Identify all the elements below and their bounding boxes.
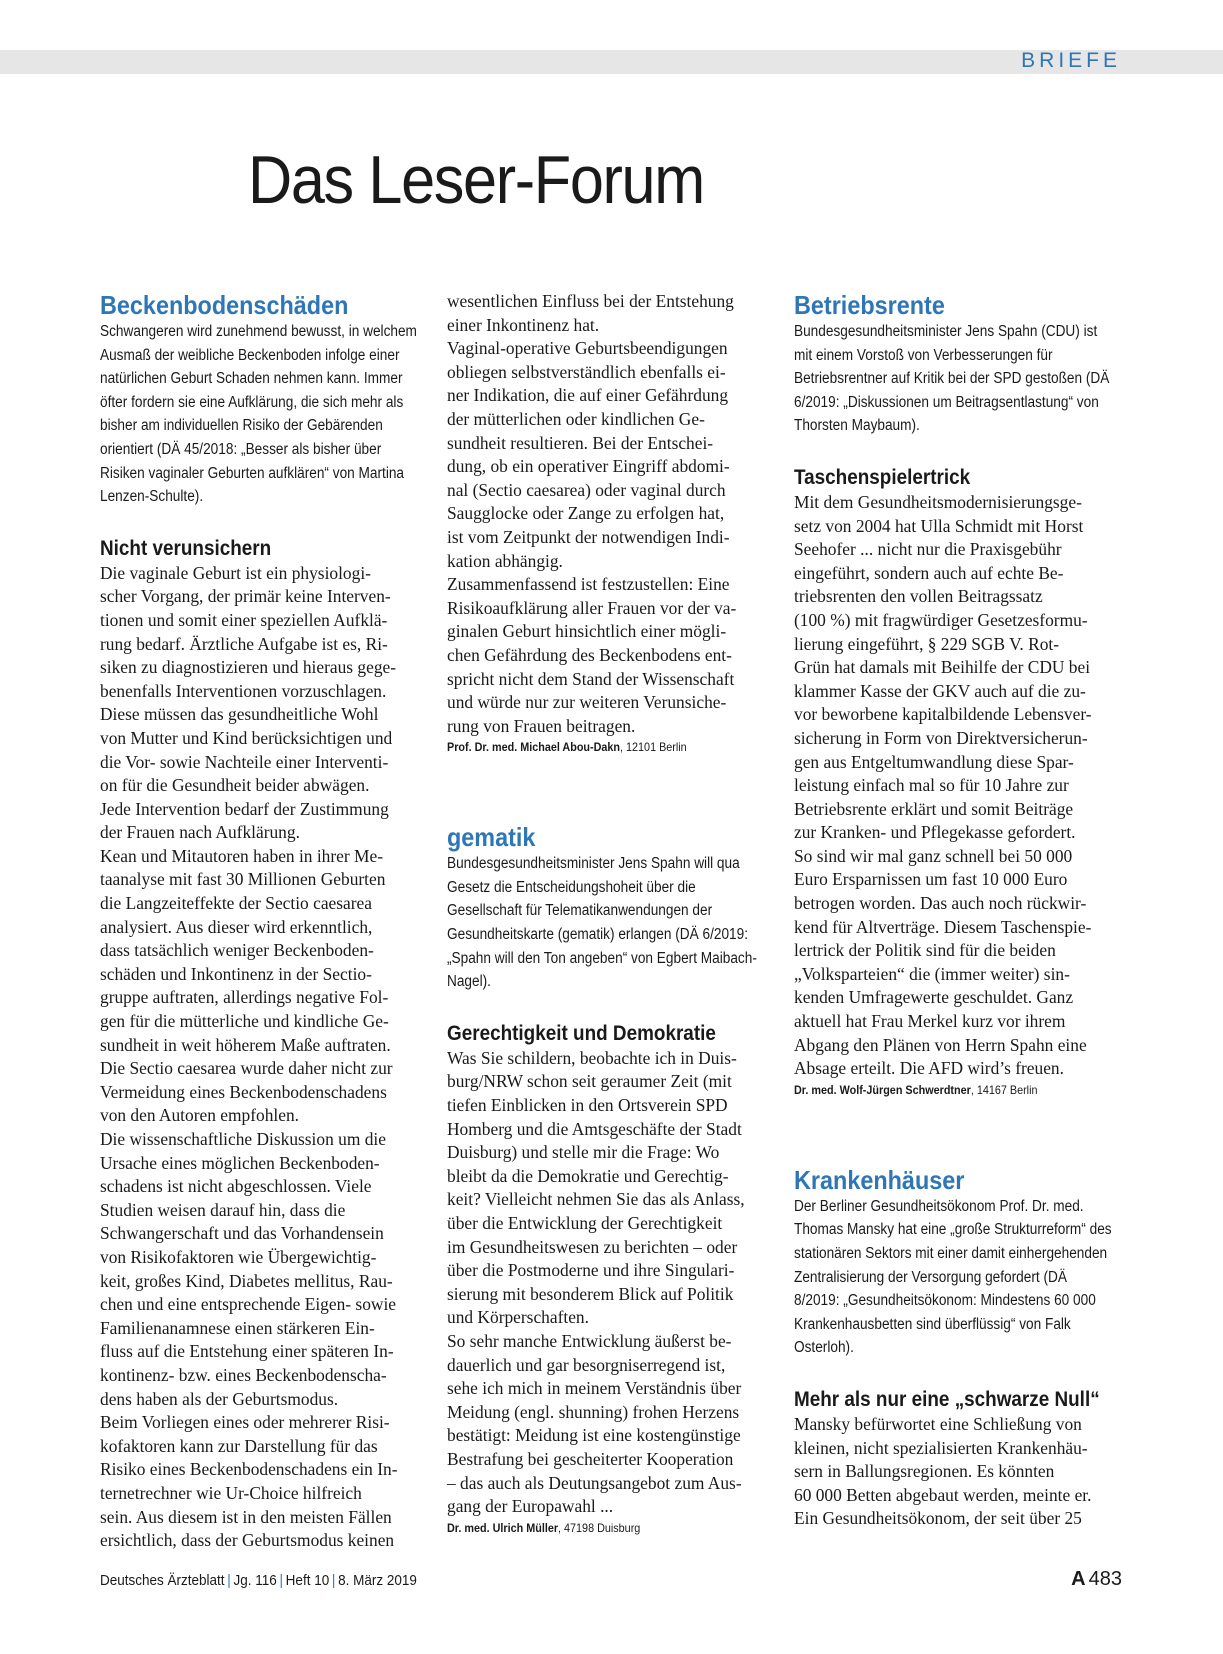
text-line: Die wissenschaftliche Diskussion um die [100, 1129, 386, 1149]
text-line: Risikoaufklärung aller Frauen vor der va- [447, 597, 737, 618]
text-line: rung bedarf. Ärztliche Aufgabe ist es, Ri- [100, 633, 388, 654]
text-line: benenfalls Interventionen vorzuschlagen. [100, 680, 387, 701]
text-line: kend für Altverträge. Diesem Taschenspie- [794, 916, 1092, 937]
text-line: kofaktoren kann zur Darstellung für das [100, 1435, 378, 1456]
text-line: sundheit resultieren. Bei der Entschei- [447, 432, 714, 453]
letter-title: Gerechtigkeit und Demokratie [447, 1021, 716, 1045]
text-line: und Körperschaften. [447, 1307, 589, 1328]
page-prefix: A [1071, 1568, 1086, 1590]
letter-body [794, 491, 1112, 1081]
text-line: kontinenz- bzw. eines Beckenbodenscha- [100, 1364, 387, 1385]
journal-issue: Heft 10 [285, 1572, 330, 1589]
text-line: lierung eingeführt, § 229 SGB V. Rot- [794, 633, 1060, 654]
text-line: triebsrenten den vollen Beitragssatz [794, 586, 1043, 607]
text-line: schadens ist nicht abgeschlossen. Viele [100, 1176, 372, 1197]
column-1 [100, 290, 418, 1553]
text-line: chen und eine entsprechende Eigen- sowie [100, 1294, 397, 1315]
text-line: Abgang den Plänen von Herrn Spahn eine [794, 1034, 1087, 1055]
topic-intro: Der Berliner Gesundheitsökonom Prof. Dr. med. Thomas Mansky hat eine „große Strukturreform“ des stationären Sektors mit einer damit einhergehenden Zentralisierung der Versorgung gefordert (DÄ 8/2019: „Gesundheitsökonom: Mindestens 60 000 Krankenhausbetten sind überflüssig“ von Falk Osterloh). [794, 1197, 1112, 1357]
letter-signature [447, 1519, 733, 1537]
text-line: Mansky befürwortet eine Schließung von [794, 1413, 1082, 1434]
letter-body [447, 1047, 765, 1519]
journal-name: Deutsches Ärzteblatt [100, 1572, 225, 1589]
text-line: eingeführt, sondern auch auf echte Be- [794, 562, 1064, 583]
text-line: Meidung (engl. shunning) frohen Herzens [447, 1401, 740, 1422]
text-line: schäden und Inkontinenz in der Sectio- [100, 963, 372, 984]
text-line: aktuell hat Frau Merkel kurz vor ihrem [794, 1011, 1066, 1032]
topic-heading: gematik [447, 822, 536, 853]
text-line: Grün hat damals mit Beihilfe der CDU bei [794, 657, 1091, 678]
text-line: und würde nur zur weiteren Verunsiche- [447, 692, 727, 713]
text-line: kation abhängig. [447, 550, 563, 571]
text-line: Bestrafung bei gescheiterter Kooperation [447, 1448, 734, 1469]
text-line: – das auch als Deutungsangebot zum Aus- [447, 1472, 742, 1493]
text-line: So sehr manche Entwicklung äußerst be- [447, 1330, 732, 1351]
page-number-value: 483 [1088, 1568, 1122, 1590]
text-line: von Mutter und Kind berücksichtigen und [100, 727, 393, 748]
text-line: Was Sie schildern, beobachte ich in Duis- [447, 1047, 737, 1068]
text-line: ner Indikation, die auf einer Gefährdung [447, 385, 729, 406]
letter-title: Taschenspielertrick [794, 465, 971, 489]
text-line: nal (Sectio caesarea) oder vaginal durch [447, 479, 726, 500]
text-line: dauerlich und gar besorgniserregend ist, [447, 1354, 726, 1375]
text-line: über die Entwicklung der Gerechtigkeit [447, 1213, 723, 1233]
text-line: keit? Vielleicht nehmen Sie das als Anlass, [447, 1189, 745, 1210]
page-number [1071, 1566, 1122, 1592]
text-line: Vaginal-operative Geburtsbeendigungen [447, 338, 728, 359]
text-line: (100 %) mit fragwürdiger Gesetzesformu- [794, 609, 1088, 630]
text-line: rung von Frauen beitragen. [447, 715, 636, 736]
footer-separator: | [279, 1572, 283, 1589]
text-line: taanalyse mit fast 30 Millionen Geburten [100, 869, 386, 890]
text-line: gang der Europawahl ... [447, 1496, 614, 1517]
text-line: einer Inkontinenz hat. [447, 314, 600, 335]
footer-separator: | [227, 1572, 231, 1589]
text-line: kleinen, nicht spezialisierten Krankenhäu- [794, 1437, 1088, 1458]
text-line: ginalen Geburt hinsichtlich einer mögli- [447, 621, 727, 642]
text-line: dens haben als der Geburtsmodus. [100, 1388, 339, 1409]
text-line: Absage erteilt. Die AFD wird’s freuen. [794, 1058, 1064, 1079]
text-line: Die vaginale Geburt ist ein physiologi- [100, 562, 371, 583]
text-line: setz von 2004 hat Ulla Schmidt mit Horst [794, 515, 1084, 536]
page-footer [100, 1571, 417, 1591]
text-line: Ursache eines möglichen Beckenboden- [100, 1152, 380, 1173]
text-line: „Volksparteien“ die (immer weiter) sin- [794, 963, 1070, 984]
text-line: Zusammenfassend ist festzustellen: Eine [447, 574, 730, 595]
text-line: Jede Intervention bedarf der Zustimmung [100, 798, 389, 819]
topic-intro: Bundesgesundheitsminister Jens Spahn (CDU) ist mit einem Vorstoß von Verbesserungen für Betriebsrentner auf Kritik bei der SPD gestoßen (DÄ 6/2019: „Diskussionen um Beitragsentlastung“ von Thorsten Maybaum). [794, 323, 1110, 435]
text-line: Ein Gesundheitsökonom, der seit über 25 [794, 1508, 1082, 1529]
text-line: Homberg und die Amtsgeschäfte der Stadt [447, 1118, 742, 1139]
text-line: So sind wir mal ganz schnell bei 50 000 [794, 845, 1073, 866]
journal-volume: Jg. 116 [233, 1572, 277, 1589]
text-line: im Gesundheitswesen zu berichten – oder [447, 1236, 738, 1257]
author-location: , 12101 Berlin [620, 740, 687, 755]
text-line: analysiert. Aus dieser wird erkenntlich, [100, 916, 373, 937]
text-line: ist vom Zeitpunkt der notwendigen Indi- [447, 526, 730, 547]
text-line: gruppe auftraten, allerdings negative Fol- [100, 987, 389, 1008]
text-line: Duisburg) und stelle mir die Frage: Wo [447, 1142, 720, 1163]
text-line: kenden Umfragewerte geschuldet. Ganz [794, 987, 1074, 1008]
text-line: der Frauen nach Aufklärung. [100, 822, 300, 843]
text-line: die Langzeiteffekte der Sectio caesarea [100, 893, 372, 914]
text-line: sein. Aus diesem ist in den meisten Fällen [100, 1506, 392, 1527]
issue-date: 8. März 2019 [338, 1572, 417, 1589]
page-title: Das Leser-Forum [248, 142, 704, 218]
author-name: Prof. Dr. med. Michael Abou-Dakn [447, 740, 621, 755]
text-line: chen Gefährdung des Beckenbodens ent- [447, 644, 732, 665]
text-line: Mit dem Gesundheitsmodernisierungsge- [794, 491, 1082, 512]
text-line: spricht nicht dem Stand der Wissenschaft [447, 668, 735, 689]
text-line: Risiko eines Beckenbodenschadens ein In- [100, 1459, 398, 1480]
text-line: burg/NRW schon seit geraumer Zeit (mit [447, 1071, 732, 1092]
footer-separator: | [331, 1572, 336, 1589]
text-line: obliegen selbstverständlich ebenfalls ei- [447, 361, 726, 382]
section-label: BRIEFE [1021, 49, 1121, 72]
letter-signature [794, 1081, 1080, 1099]
topic-heading: Beckenbodenschäden [100, 290, 349, 320]
topic-heading: Betriebsrente [794, 290, 945, 320]
text-line: zur Kranken- und Pflegekasse gefordert. [794, 822, 1076, 843]
text-line: sehe ich mich in meinem Verständnis über [447, 1378, 742, 1399]
letter-body [100, 562, 418, 1553]
text-line: bleibt da die Demokratie und Gerechtig- [447, 1165, 729, 1186]
topic-intro: Bundesgesundheitsminister Jens Spahn will qua Gesetz die Entscheidungshoheit über die Gesellschaft für Telematikanwendungen der Gesundheitskarte (gematik) erlangen (DÄ 6/2019: „Spahn will den Ton angeben“ von Egbert Maibach-Nagel). [447, 855, 757, 991]
author-location: , 14167 Berlin [970, 1082, 1038, 1097]
text-line: ternetrechner wie Ur-Choice hilfreich [100, 1482, 362, 1503]
text-line: die Vor- sowie Nachteile einer Interventi- [100, 751, 389, 772]
letter-body [447, 290, 765, 738]
text-line: wesentlichen Einfluss bei der Entstehung [447, 291, 734, 311]
text-line: tionen und somit einer speziellen Aufklä- [100, 609, 388, 630]
text-line: tiefen Einblicken in den Ortsverein SPD [447, 1095, 728, 1116]
text-line: Kean und Mitautoren haben in ihrer Me- [100, 845, 383, 866]
text-line: Beim Vorliegen eines oder mehrerer Risi- [100, 1412, 390, 1433]
text-line: betrogen worden. Das auch noch rückwir- [794, 893, 1087, 914]
text-line: dung, ob ein operativer Eingriff abdomi- [447, 456, 730, 477]
text-line: klammer Kasse der GKV auch auf die zu- [794, 680, 1086, 701]
column-2 [447, 290, 765, 1537]
text-line: Seehofer ... nicht nur die Praxisgebühr [794, 539, 1062, 560]
text-line: bestätigt: Meidung ist eine kostengünstige [447, 1425, 741, 1446]
text-line: gen für die mütterliche und kindliche Ge- [100, 1011, 389, 1032]
text-line: Die Sectio caesarea wurde daher nicht zur [100, 1058, 393, 1079]
letter-title: Nicht verunsichern [100, 536, 272, 560]
topic-heading: Krankenhäuser [794, 1164, 965, 1195]
text-line: vor beworbene kapitalbildende Lebensver- [794, 704, 1092, 725]
text-line: Familienanamnese einen stärkeren Ein- [100, 1317, 375, 1338]
text-line: sundheit in weit höherem Maße auftraten. [100, 1034, 391, 1055]
author-name: Dr. med. Ulrich Müller [447, 1520, 559, 1535]
text-line: gen aus Entgeltumwandlung diese Spar- [794, 751, 1074, 772]
text-line: keit, großes Kind, Diabetes mellitus, Rau- [100, 1270, 393, 1291]
text-line: Saugglocke oder Zange zu erfolgen hat, [447, 503, 725, 524]
letter-signature [447, 738, 733, 756]
text-line: Studien weisen darauf hin, dass die [100, 1199, 346, 1220]
text-line: von Risikofaktoren wie Übergewichtig- [100, 1246, 377, 1267]
text-line: sern in Ballungsregionen. Es könnten [794, 1461, 1055, 1482]
text-line: lertrick der Politik sind für die beiden [794, 940, 1056, 961]
column-3 [794, 290, 1112, 1531]
text-line: Betriebsrente erklärt und somit Beiträge [794, 798, 1074, 819]
letter-title: Mehr als nur eine „schwarze Null“ [794, 1387, 1100, 1411]
author-name: Dr. med. Wolf-Jürgen Schwerdtner [794, 1082, 971, 1097]
text-line: dass tatsächlich weniger Beckenboden- [100, 940, 374, 961]
text-line: sierung mit besonderem Blick auf Politik [447, 1283, 734, 1304]
text-line: 60 000 Betten abgebaut werden, meinte er. [794, 1484, 1092, 1505]
letter-body [794, 1413, 1112, 1531]
text-line: ersichtlich, dass der Geburtsmodus keinen [100, 1530, 395, 1551]
text-line: scher Vorgang, der primär keine Interven- [100, 586, 391, 607]
text-line: Diese müssen das gesundheitliche Wohl [100, 704, 379, 725]
author-location: , 47198 Duisburg [558, 1520, 641, 1535]
topic-intro: Schwangeren wird zunehmend bewusst, in welchem Ausmaß der weibliche Beckenboden infolge einer natürlichen Geburt Schaden nehmen kann. Immer öfter fordern sie eine Aufklärung, die sich mehr als bisher am individuellen Risiko der Gebärenden orientiert (DÄ 45/2018: „Besser als bisher über Risiken vaginaler Geburten aufklären“ von Martina Lenzen-Schulte). [100, 323, 417, 506]
text-line: Euro Ersparnissen um fast 10 000 Euro [794, 869, 1068, 890]
text-line: von den Autoren empfohlen. [100, 1105, 299, 1126]
text-line: on für die Gesundheit beider abwägen. [100, 775, 370, 796]
text-line: sicherung in Form von Direktversicherun- [794, 727, 1088, 748]
text-line: fluss auf die Entstehung einer späteren In- [100, 1341, 394, 1362]
text-line: Vermeidung eines Beckenbodenschadens [100, 1081, 387, 1102]
text-line: leistung einfach mal so für 10 Jahre zur [794, 775, 1069, 796]
text-line: über die Postmoderne und ihre Singulari- [447, 1260, 735, 1281]
text-line: der mütterlichen oder kindlichen Ge- [447, 408, 705, 429]
text-line: siken zu diagnostizieren und hieraus gege- [100, 657, 397, 678]
text-line: Schwangerschaft und das Vorhandensein [100, 1223, 384, 1244]
